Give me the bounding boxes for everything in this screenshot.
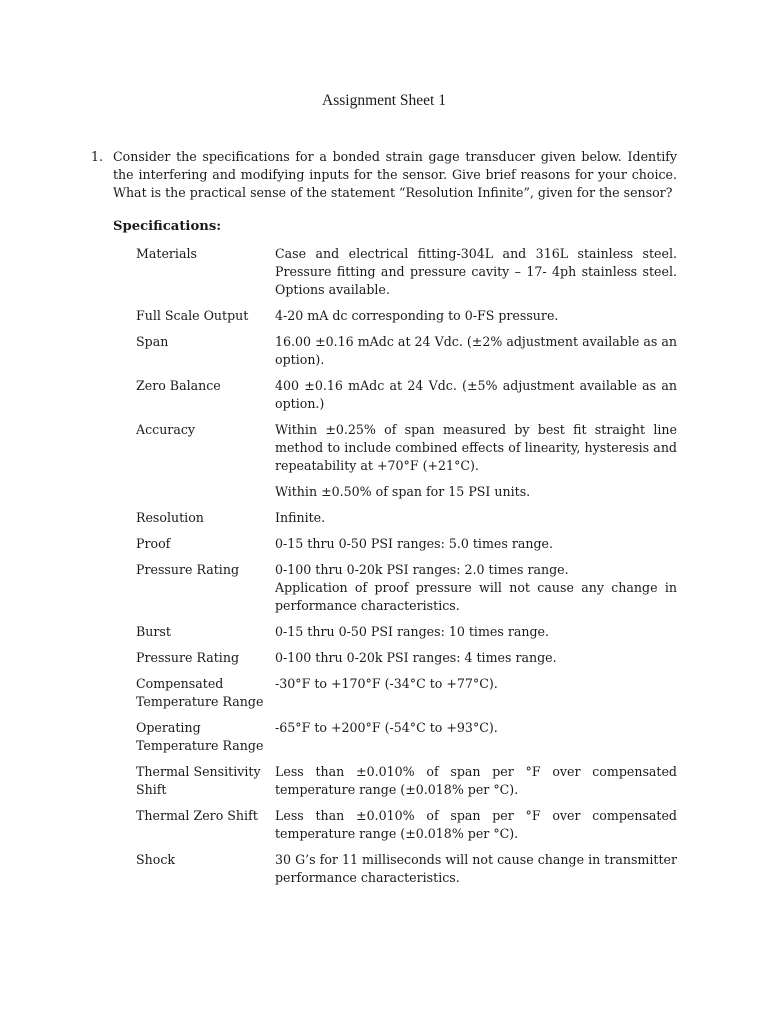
spec-row bbox=[136, 307, 677, 325]
spec-value bbox=[275, 421, 677, 501]
spec-label: Burst bbox=[136, 624, 171, 639]
spec-label: Thermal Zero Shift bbox=[136, 808, 258, 823]
spec-value-text: 0-15 thru 0-50 PSI ranges: 5.0 times range. bbox=[275, 536, 553, 551]
spec-row bbox=[136, 333, 677, 369]
spec-value bbox=[275, 851, 677, 887]
spec-value bbox=[275, 675, 677, 711]
spec-label: Thermal Sensitivity Shift bbox=[136, 764, 261, 797]
spec-label: Proof bbox=[136, 536, 171, 551]
spec-value-text: Less than ±0.010% of span per °F over compensated temperature range (±0.018% per °C). bbox=[275, 808, 677, 841]
spec-label: Pressure Rating bbox=[136, 562, 240, 577]
spec-label: Full Scale Output bbox=[136, 308, 249, 323]
spec-value-text: Application of proof pressure will not cause any change in performance characteristics. bbox=[275, 580, 677, 613]
spec-label: Span bbox=[136, 334, 169, 349]
spec-value-text: Case and electrical fitting-304L and 316L stainless steel. Pressure fitting and pressure cavity – 17- 4ph stainless steel. Options available. bbox=[275, 246, 677, 297]
spec-row bbox=[136, 649, 677, 667]
spec-label: Operating Temperature Range bbox=[136, 720, 264, 753]
spec-value-text: 30 G’s for 11 milliseconds will not cause change in transmitter performance characteristics. bbox=[275, 852, 677, 885]
spec-value bbox=[275, 649, 677, 667]
spec-row bbox=[136, 763, 677, 799]
spec-row bbox=[136, 623, 677, 641]
spec-value bbox=[275, 719, 677, 755]
spec-value-text: 16.00 ±0.16 mAdc at 24 Vdc. (±2% adjustment available as an option). bbox=[275, 334, 677, 367]
spec-row bbox=[136, 535, 677, 553]
spec-row bbox=[136, 245, 677, 299]
question-text: Consider the specifications for a bonded strain gage transducer given below. Identify the interfering and modifying inputs for the sensor. Give brief reasons for your choice. What is the practical sense of the statement “Resolution Infinite”, given for the sensor? bbox=[113, 149, 677, 200]
spec-value bbox=[275, 763, 677, 799]
spec-value bbox=[275, 561, 677, 615]
spec-value-text: 400 ±0.16 mAdc at 24 Vdc. (±5% adjustment available as an option.) bbox=[275, 378, 677, 411]
question-number: 1. bbox=[91, 149, 104, 164]
spec-value-text: Within ±0.50% of span for 15 PSI units. bbox=[275, 484, 531, 499]
spec-row bbox=[136, 421, 677, 501]
spec-label: Pressure Rating bbox=[136, 650, 240, 665]
spec-value-text: 0-15 thru 0-50 PSI ranges: 10 times range. bbox=[275, 624, 549, 639]
spec-label: Zero Balance bbox=[136, 378, 221, 393]
spec-label: Resolution bbox=[136, 510, 204, 525]
spec-label: Materials bbox=[136, 246, 197, 261]
spec-row bbox=[136, 719, 677, 755]
spec-value bbox=[275, 245, 677, 299]
spec-value bbox=[275, 807, 677, 843]
spec-row bbox=[136, 377, 677, 413]
spec-value-text: 0-100 thru 0-20k PSI ranges: 4 times range. bbox=[275, 650, 557, 665]
spec-value-text: Less than ±0.010% of span per °F over compensated temperature range (±0.018% per °C). bbox=[275, 764, 677, 797]
spec-value-text: -65°F to +200°F (-54°C to +93°C). bbox=[275, 720, 498, 735]
spec-value-text: -30°F to +170°F (-34°C to +77°C). bbox=[275, 676, 498, 691]
spec-value bbox=[275, 509, 677, 527]
question-1 bbox=[91, 148, 677, 202]
spec-label: Accuracy bbox=[136, 422, 196, 437]
spec-row bbox=[136, 851, 677, 887]
specifications-heading: Specifications: bbox=[113, 219, 222, 234]
spec-value bbox=[275, 377, 677, 413]
page-title: Assignment Sheet 1 bbox=[322, 92, 446, 109]
spec-label: Compensated Temperature Range bbox=[136, 676, 264, 709]
spec-value bbox=[275, 333, 677, 369]
spec-value bbox=[275, 535, 677, 553]
spec-value bbox=[275, 623, 677, 641]
spec-row bbox=[136, 807, 677, 843]
spec-value-text: Within ±0.25% of span measured by best fit straight line method to include combined effects of linearity, hysteresis and repeatability at +70°F (+21°C). bbox=[275, 422, 677, 473]
spec-value-text: 4-20 mA dc corresponding to 0-FS pressure. bbox=[275, 308, 559, 323]
spec-value bbox=[275, 307, 677, 325]
spec-row bbox=[136, 675, 677, 711]
specifications-table bbox=[136, 245, 677, 895]
spec-value-text: Infinite. bbox=[275, 510, 326, 525]
spec-label: Shock bbox=[136, 852, 176, 867]
spec-row bbox=[136, 561, 677, 615]
spec-row bbox=[136, 509, 677, 527]
spec-value-text: 0-100 thru 0-20k PSI ranges: 2.0 times range. bbox=[275, 562, 569, 577]
